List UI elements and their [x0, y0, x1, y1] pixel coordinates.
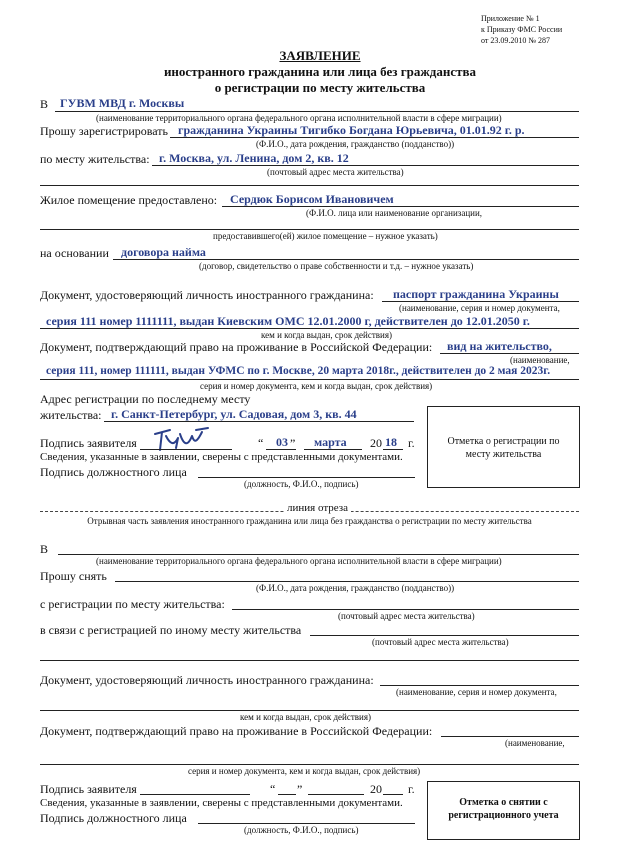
right-doc-series-line-2[interactable] [40, 764, 579, 765]
right-doc-hint-1: (наименование, [510, 355, 570, 365]
to-prefix-2: В [40, 542, 49, 556]
day-line-2[interactable] [278, 794, 296, 795]
right-doc-value[interactable]: вид на жительство, [447, 339, 552, 353]
year-prefix: 20 [370, 436, 382, 450]
prev-addr-label-1: Адрес регистрации по последнему месту [40, 392, 251, 406]
from-reg-hint: (почтовый адрес места жительства) [338, 611, 475, 621]
registration-mark-text: Отметка о регистрации по месту жительства [447, 436, 560, 460]
official-sig-line [198, 477, 415, 478]
verified-text: Сведения, указанные в заявлении, сверены с представленными документами. [40, 451, 403, 463]
right-doc-line-2[interactable] [441, 736, 579, 737]
appendix-line3: от 23.09.2010 № 287 [481, 36, 551, 45]
deregistration-mark-box [427, 781, 580, 840]
housing-value[interactable]: Сердюк Борисом Ивановичем [230, 192, 394, 206]
register-line [170, 137, 579, 138]
from-reg-line[interactable] [232, 609, 579, 610]
housing-hint-1: (Ф.И.О. лица или наименование организации, [306, 208, 483, 218]
housing-line-2 [40, 229, 579, 230]
month-line-2[interactable] [308, 794, 364, 795]
id-doc-label: Документ, удостоверяющий личность иностранного гражданина: [40, 288, 374, 302]
day-value[interactable]: 03 [276, 435, 288, 449]
quote-open: “ [258, 436, 264, 450]
to-hint: (наименование территориального органа федерального органа исполнительной власти в сфере миграции) [96, 113, 502, 123]
official-sig-hint-2: (должность, Ф.И.О., подпись) [244, 825, 359, 835]
year-unit-2: г. [408, 782, 415, 796]
id-doc-series-line-2[interactable] [40, 710, 579, 711]
basis-label: на основании [40, 246, 109, 260]
id-doc-hint-1: (наименование, серия и номер документа, [399, 303, 560, 313]
right-doc-series-line [40, 379, 579, 380]
basis-value[interactable]: договора найма [121, 245, 206, 259]
register-hint: (Ф.И.О., дата рождения, гражданство (подданство)) [256, 139, 455, 149]
due-extra-line[interactable] [40, 660, 579, 661]
appendix-line2: к Приказу ФМС России [481, 25, 563, 34]
year-unit: г. [408, 436, 415, 450]
id-doc-series-line [40, 328, 579, 329]
quote-open-2: “ [270, 782, 276, 796]
due-label: в связи с регистрацией по иному месту жительства [40, 623, 302, 637]
remove-hint: (Ф.И.О., дата рождения, гражданство (подданство)) [256, 583, 455, 593]
right-doc-label: Документ, подтверждающий право на проживание в Российской Федерации: [40, 340, 433, 354]
to-hint-2: (наименование территориального органа федерального органа исполнительной власти в сфере миграции) [96, 556, 502, 566]
from-reg-label: с регистрации по месту жительства: [40, 597, 225, 611]
to-prefix: В [40, 97, 49, 111]
form-subtitle-1: иностранного гражданина или лица без гражданства [163, 64, 477, 79]
prev-addr-label-2: жительства: [40, 408, 102, 422]
right-doc-hint-2a: (наименование, [505, 738, 565, 748]
official-sig-label-2: Подпись должностного лица [40, 811, 187, 825]
basis-hint: (договор, свидетельство о праве собственности и т.д. – нужное указать) [199, 261, 474, 271]
housing-line [222, 206, 579, 207]
deregistration-mark-text: Отметка о снятии с регистрационного учета [448, 797, 559, 821]
cut-line-label: линия отреза [284, 502, 351, 514]
housing-label: Жилое помещение предоставлено: [40, 193, 218, 207]
register-value[interactable]: гражданина Украины Тигибко Богдана Юрьевича, 01.01.92 г. р. [178, 123, 525, 137]
applicant-signature [152, 424, 210, 452]
official-sig-hint: (должность, Ф.И.О., подпись) [244, 479, 359, 489]
id-doc-label-2: Документ, удостоверяющий личность иностранного гражданина: [40, 673, 374, 687]
id-doc-value[interactable]: паспорт гражданина Украины [393, 287, 559, 301]
month-value[interactable]: марта [314, 435, 347, 449]
prev-addr-line [104, 421, 414, 422]
to-value[interactable]: ГУВМ МВД г. Москвы [60, 96, 185, 110]
official-sig-label: Подпись должностного лица [40, 465, 187, 479]
year-line [383, 449, 403, 450]
right-doc-line [440, 353, 579, 354]
to-line [55, 111, 579, 112]
id-doc-line-2[interactable] [380, 685, 579, 686]
id-doc-hint-2b: кем и когда выдан, срок действия) [240, 712, 371, 722]
form-subtitle-2: о регистрации по месту жительства [214, 80, 426, 95]
day-line [266, 449, 296, 450]
signature-line [140, 449, 232, 450]
tear-off-title: Отрывная часть заявления иностранного гражданина или лица без гражданства о регистрации по месту жительства [87, 516, 532, 526]
remove-label: Прошу снять [40, 569, 107, 583]
right-doc-hint-2: серия и номер документа, кем и когда выдан, срок действия) [200, 381, 433, 391]
appendix-line1: Приложение № 1 [481, 14, 540, 23]
residence-extra-line [40, 185, 579, 186]
verified-text-2: Сведения, указанные в заявлении, сверены с представленными документами. [40, 797, 403, 809]
id-doc-hint-2a: (наименование, серия и номер документа, [396, 687, 557, 697]
to-line-2[interactable] [58, 554, 579, 555]
signature-line-2[interactable] [140, 794, 250, 795]
housing-hint-2: предоставившего(ей) жилое помещение – нужное указать) [213, 231, 438, 241]
right-doc-series[interactable]: серия 111, номер 111111, выдан УФМС по г. Москве, 20 марта 2018г., действителен до 2 мая 2023г. [46, 365, 551, 377]
residence-label: по месту жительства: [40, 152, 150, 166]
year-value[interactable]: 18 [385, 435, 397, 449]
right-doc-hint-2b: серия и номер документа, кем и когда выдан, срок действия) [188, 766, 421, 776]
quote-close: ” [290, 436, 296, 450]
id-doc-line [382, 301, 579, 302]
residence-value[interactable]: г. Москва, ул. Ленина, дом 2, кв. 12 [159, 151, 349, 165]
form-title: ЗАЯВЛЕНИЕ [279, 48, 361, 63]
month-line [304, 449, 362, 450]
year-line-2[interactable] [383, 794, 403, 795]
quote-close-2: ” [297, 782, 303, 796]
remove-line[interactable] [115, 581, 579, 582]
right-doc-label-2: Документ, подтверждающий право на проживание в Российской Федерации: [40, 724, 433, 738]
id-doc-series[interactable]: серия 111 номер 1111111, выдан Киевским ОМС 12.01.2000 г, действителен до 12.01.2050 г. [46, 314, 530, 328]
due-hint: (почтовый адрес места жительства) [372, 637, 509, 647]
basis-line [113, 259, 579, 260]
residence-hint: (почтовый адрес места жительства) [267, 167, 404, 177]
residence-line [152, 165, 579, 166]
registration-mark-box [427, 406, 580, 488]
register-label: Прошу зарегистрировать [40, 124, 169, 138]
prev-addr-value[interactable]: г. Санкт-Петербург, ул. Садовая, дом 3, кв. 44 [111, 407, 357, 421]
due-line[interactable] [310, 635, 579, 636]
signature-label-2: Подпись заявителя [40, 782, 137, 796]
year-prefix-2: 20 [370, 782, 382, 796]
signature-label: Подпись заявителя [40, 436, 137, 450]
id-doc-hint-2: кем и когда выдан, срок действия) [261, 330, 392, 340]
official-sig-line-2[interactable] [198, 823, 415, 824]
